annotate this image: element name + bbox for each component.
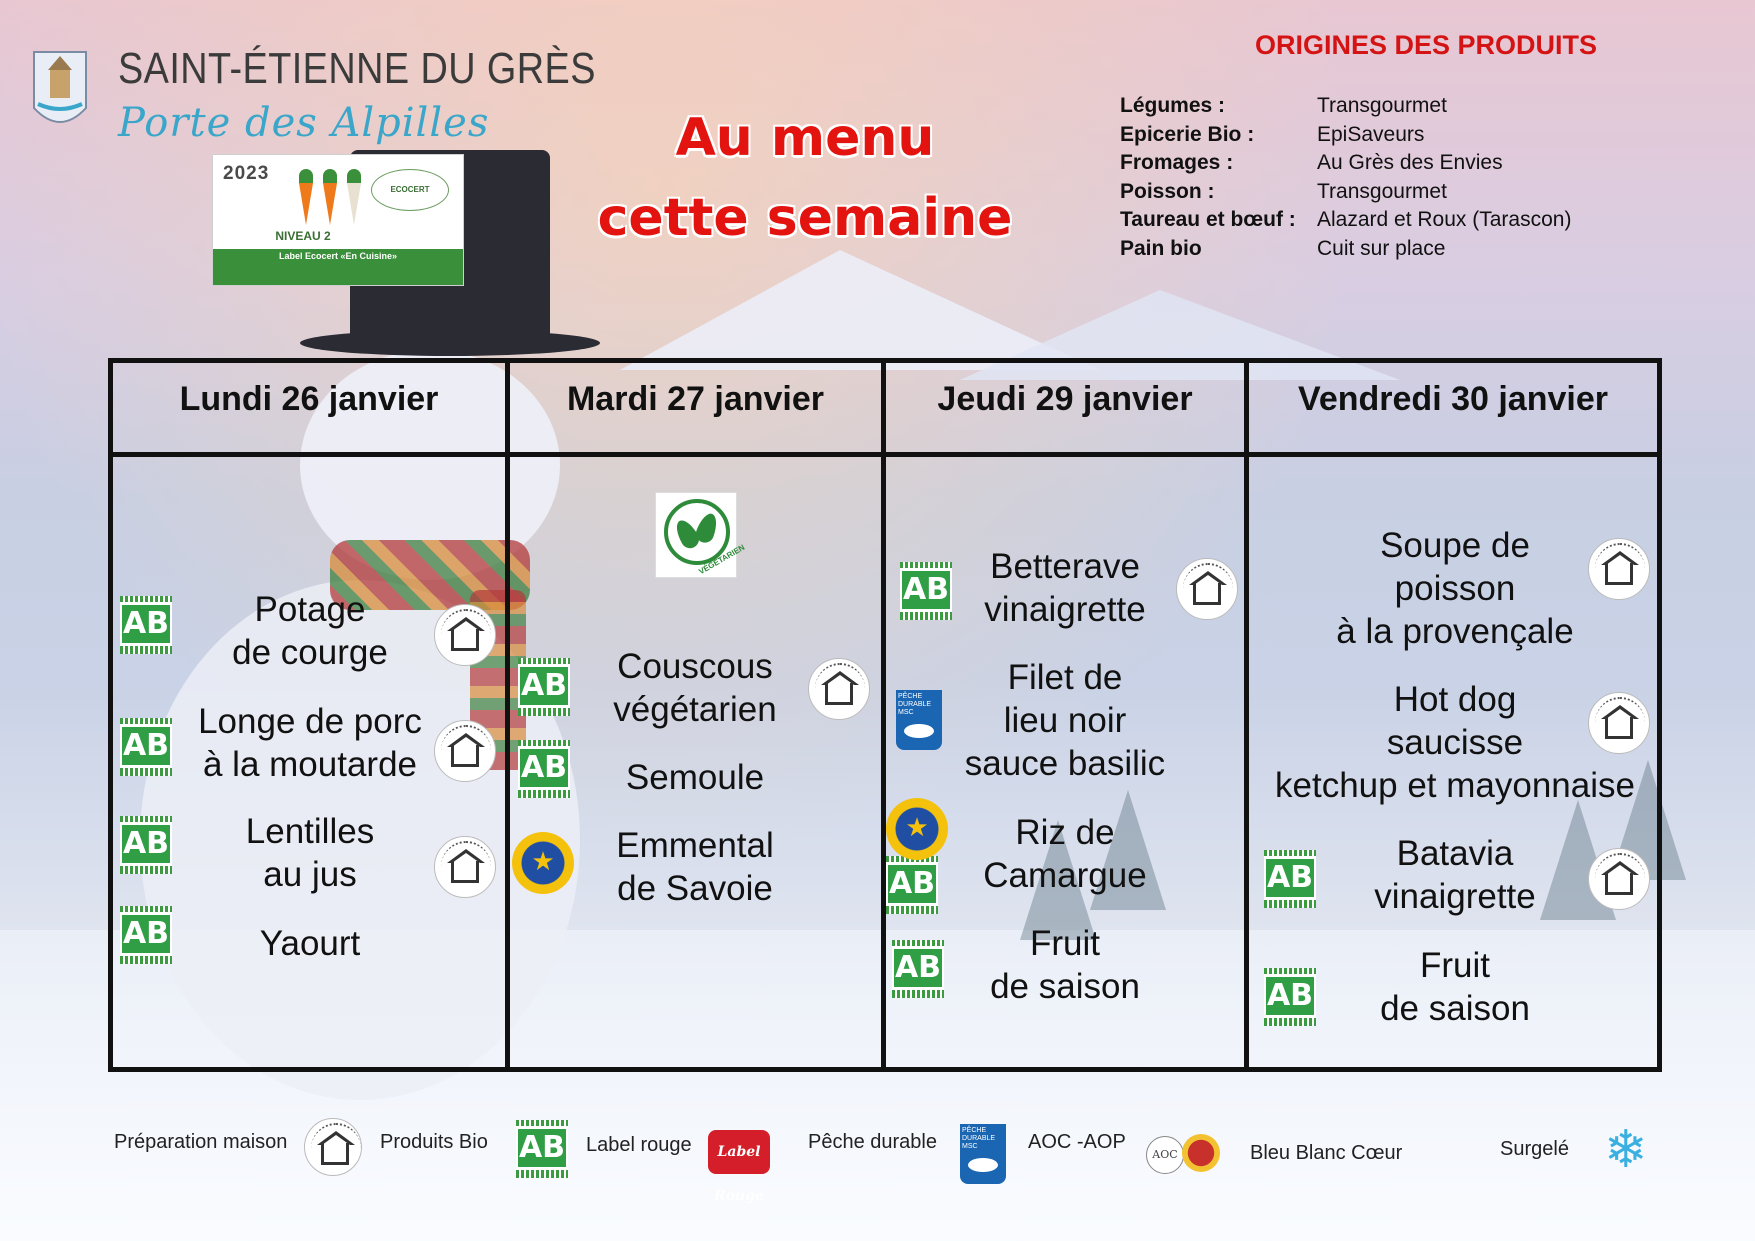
dish-line: sauce basilic [964, 744, 1166, 783]
homemade-icon [1588, 848, 1650, 910]
origin-key: Légumes : [1120, 94, 1226, 117]
dish-tuesday-side [540, 756, 850, 799]
msc-sustainable-fishing-icon: PÊCHE DURABLE MSC [960, 1124, 1006, 1184]
dish-line: Betterave [990, 547, 1140, 586]
homemade-icon [1176, 558, 1238, 620]
igp-label-icon [886, 798, 948, 860]
snowman-hat [300, 330, 600, 356]
igp-label-icon [512, 832, 574, 894]
dish-friday-main [1260, 678, 1650, 807]
dish-friday-dessert [1260, 944, 1650, 1030]
table-divider [505, 358, 510, 1072]
dish-line: Yaourt [259, 924, 361, 963]
origin-value: Au Grès des Envies [1317, 151, 1503, 174]
label-level: NIVEAU 2 [275, 229, 331, 243]
day-header-thursday: Jeudi 29 janvier [937, 380, 1193, 418]
bio-ab-icon: AB [518, 658, 570, 716]
table-divider [881, 358, 886, 1072]
dish-thursday-dessert [900, 922, 1230, 1008]
bio-ab-icon: AB [120, 816, 172, 874]
legend-sustainable-fishing: Pêche durable [808, 1131, 937, 1153]
dish-monday-main [150, 700, 470, 786]
dish-line: Hot dog [1393, 680, 1517, 719]
town-emblem-icon [30, 48, 90, 138]
carrot-icon [347, 183, 361, 225]
bio-ab-icon: AB [120, 906, 172, 964]
dish-line: Fruit [1030, 924, 1100, 963]
bio-ab-icon: AB [886, 856, 938, 914]
dish-tuesday-cheese [540, 824, 850, 910]
dish-line: Lentilles [245, 812, 375, 851]
table-header-divider [108, 452, 1662, 457]
origin-key: Pain bio [1120, 236, 1202, 260]
homemade-icon [434, 604, 496, 666]
dish-line: Riz de [1015, 813, 1115, 852]
menu-title-line1: Au menu [675, 108, 935, 168]
dish-line: au jus [263, 855, 357, 894]
dish-friday-starter [1260, 524, 1650, 653]
carrot-icon [299, 183, 313, 225]
ecocert-seal: ECOCERT [371, 169, 449, 211]
origin-value: Transgourmet [1317, 179, 1447, 203]
dish-line: de saison [990, 967, 1140, 1006]
dish-line: Fruit [1420, 946, 1490, 985]
dish-line: lieu noir [1003, 701, 1127, 740]
dish-line: à la moutarde [202, 745, 418, 784]
homemade-icon [434, 836, 496, 898]
dish-line: Batavia [1396, 834, 1514, 873]
bio-ab-icon: AB [516, 1120, 568, 1178]
bio-ab-icon: AB [1264, 968, 1316, 1026]
dish-line: de courge [232, 633, 388, 672]
origin-key: Fromages : [1120, 151, 1234, 174]
bio-ab-icon: AB [892, 940, 944, 998]
day-header-friday: Vendredi 30 janvier [1298, 380, 1608, 418]
dish-line: Longe de porc [198, 702, 422, 741]
homemade-icon [434, 720, 496, 782]
town-subtitle: Porte des Alpilles [118, 100, 490, 146]
dish-line: saucisse [1386, 723, 1524, 762]
origin-value: Cuit sur place [1317, 236, 1446, 260]
dish-line: Semoule [625, 758, 765, 797]
dish-line: poisson [1394, 569, 1516, 608]
day-header-tuesday: Mardi 27 janvier [566, 380, 824, 418]
day-header-monday: Lundi 26 janvier [179, 380, 439, 418]
bio-ab-icon: AB [1264, 850, 1316, 908]
dish-line: végétarien [613, 690, 777, 729]
homemade-icon [808, 658, 870, 720]
origin-row [1120, 149, 1571, 178]
dish-line: Couscous [617, 647, 773, 686]
origins-title: ORIGINES DES PRODUITS [1255, 30, 1598, 60]
origin-key: Taureau et bœuf : [1120, 208, 1296, 231]
legend-homemade-label: Préparation maison [114, 1131, 288, 1153]
snowflake-icon: ❄ [1604, 1121, 1648, 1179]
origin-row [1120, 92, 1571, 121]
dish-line: Filet de [1007, 658, 1123, 697]
origin-value: Transgourmet [1317, 94, 1447, 117]
dish-line: Potage [254, 590, 366, 629]
town-name: SAINT-ÉTIENNE DU GRÈS [118, 44, 596, 93]
origin-key: Poisson : [1120, 179, 1215, 203]
origin-row [1120, 121, 1571, 150]
origin-row [1120, 235, 1571, 264]
dish-thursday-main [900, 656, 1230, 785]
aoc-icon: AOC [1146, 1136, 1184, 1174]
dish-line: de Savoie [617, 869, 773, 908]
vegetarian-icon: VÉGÉTARIEN [655, 492, 737, 578]
origin-value: EpiSaveurs [1317, 122, 1425, 146]
origin-key: Epicerie Bio : [1120, 122, 1255, 146]
origin-value: Alazard et Roux (Tarascon) [1317, 208, 1572, 231]
dish-monday-side [150, 810, 470, 896]
legend-bio-label: Produits Bio [380, 1131, 488, 1153]
table-divider [1244, 358, 1249, 1072]
carrot-icon [323, 183, 337, 225]
menu-title-line2: cette semaine [597, 188, 1013, 248]
bio-ab-icon: AB [900, 562, 952, 620]
dish-thursday-side [900, 811, 1230, 897]
legend-bleu-blanc-coeur: Bleu Blanc Cœur [1250, 1142, 1403, 1164]
msc-sustainable-fishing-icon: PÊCHE DURABLE MSC [896, 690, 942, 750]
dish-line: Camargue [983, 856, 1147, 895]
origin-row [1120, 206, 1571, 235]
bio-ab-icon: AB [518, 740, 570, 798]
dish-line: à la provençale [1336, 612, 1574, 651]
dish-monday-starter [150, 588, 470, 674]
origin-row [1120, 178, 1571, 207]
dish-tuesday-main [540, 645, 850, 731]
dish-line: Soupe de [1380, 526, 1530, 565]
dish-line: ketchup et mayonnaise [1275, 766, 1635, 805]
dish-line: Emmental [616, 826, 774, 865]
label-name: Label Ecocert «En Cuisine» [278, 251, 398, 261]
legend-label-rouge: Label rouge [586, 1134, 692, 1156]
dish-line: vinaigrette [984, 590, 1146, 629]
legend-aoc-aop: AOC -AOP [1028, 1131, 1126, 1153]
bio-ab-icon: AB [120, 718, 172, 776]
label-rouge-icon: Label Rouge [708, 1130, 770, 1174]
bio-ab-icon: AB [120, 596, 172, 654]
homemade-icon [304, 1118, 362, 1176]
aop-icon [1182, 1134, 1220, 1172]
ecocert-label-badge [212, 154, 464, 286]
homemade-icon [1588, 538, 1650, 600]
origins-list [1120, 92, 1571, 263]
dish-monday-dessert [150, 922, 470, 965]
legend-frozen: Surgelé [1500, 1138, 1569, 1160]
dish-line: de saison [1380, 989, 1530, 1028]
label-year: 2023 [223, 163, 270, 184]
dish-line: vinaigrette [1374, 877, 1536, 916]
homemade-icon [1588, 692, 1650, 754]
